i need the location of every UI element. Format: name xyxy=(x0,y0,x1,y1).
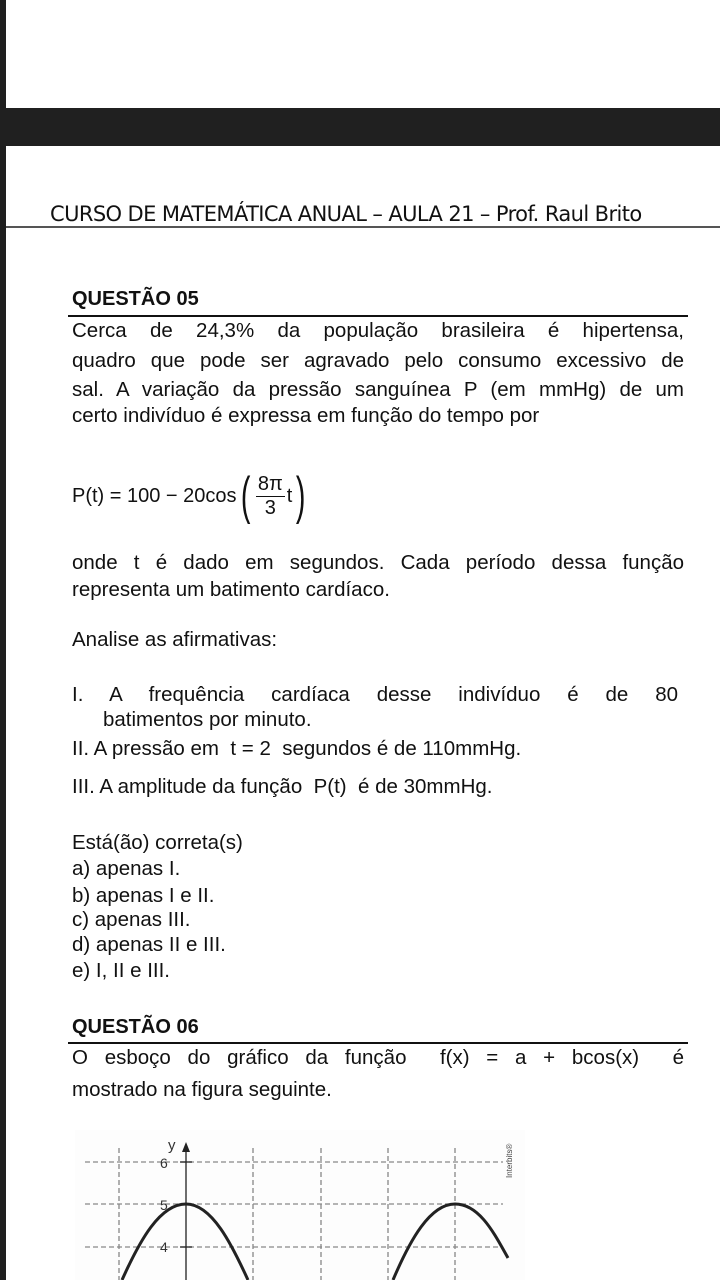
pressure-formula xyxy=(72,467,310,525)
option-c[interactable]: c) apenas III. xyxy=(72,908,191,931)
formula-var: t xyxy=(286,484,293,507)
cosine-graph xyxy=(0,1120,720,1280)
question-5-title: QUESTÃO 05 xyxy=(72,288,199,310)
q6-para-line: O esboço do gráfico da função f(x) = a + bcos(x) é xyxy=(72,1046,684,1069)
close-paren: ) xyxy=(296,467,306,525)
header-rule xyxy=(6,226,720,228)
left-border xyxy=(0,0,6,1280)
option-d[interactable]: d) apenas II e III. xyxy=(72,933,226,956)
analise-label: Analise as afirmativas: xyxy=(72,628,278,651)
formula-lhs: P(t) = 100 − 20cos xyxy=(72,484,237,507)
open-paren: ( xyxy=(240,467,250,525)
y-axis-label: y xyxy=(168,1137,176,1154)
option-e[interactable]: e) I, II e III. xyxy=(72,959,170,982)
top-dark-band xyxy=(0,108,720,146)
option-b[interactable]: b) apenas I e II. xyxy=(72,884,215,907)
option-a[interactable]: a) apenas I. xyxy=(72,857,181,880)
question-6-title: QUESTÃO 06 xyxy=(72,1016,199,1038)
tick-4: 4 xyxy=(160,1239,168,1255)
tick-5: 5 xyxy=(160,1197,168,1213)
statement-I-cont: batimentos por minuto. xyxy=(103,708,312,731)
statement-III: III. A amplitude da função P(t) é de 30mmHg. xyxy=(72,775,493,798)
numerator: 8π xyxy=(257,472,283,495)
q5-para-line: sal. A variação da pressão sanguínea P (em mmHg) de um xyxy=(72,378,684,401)
q5-para2-line: onde t é dado em segundos. Cada período dessa função xyxy=(72,551,684,574)
course-header: CURSO DE MATEMÁTICA ANUAL – AULA 21 – Prof. Raul Brito xyxy=(50,202,642,226)
credit-text: Interbits® xyxy=(505,1143,514,1178)
statement-II: II. A pressão em t = 2 segundos é de 110mmHg. xyxy=(72,737,522,760)
question-6-rule xyxy=(68,1042,688,1044)
q5-para-line: quadro que pode ser agravado pelo consumo excessivo de xyxy=(72,349,684,372)
answer-prompt: Está(ão) correta(s) xyxy=(72,831,243,854)
question-5-rule xyxy=(68,315,688,317)
tick-6: 6 xyxy=(160,1155,168,1171)
q6-para-line: mostrado na figura seguinte. xyxy=(72,1078,332,1101)
statement-I: I. A frequência cardíaca desse indivíduo é de 80 xyxy=(72,683,678,706)
formula-fraction xyxy=(256,473,285,520)
denominator: 3 xyxy=(264,496,276,519)
q5-para2-line: representa um batimento cardíaco. xyxy=(72,578,390,601)
q5-para-line: Cerca de 24,3% da população brasileira é hipertensa, xyxy=(72,319,684,342)
q5-para-line: certo indivíduo é expressa em função do tempo por xyxy=(72,404,540,427)
